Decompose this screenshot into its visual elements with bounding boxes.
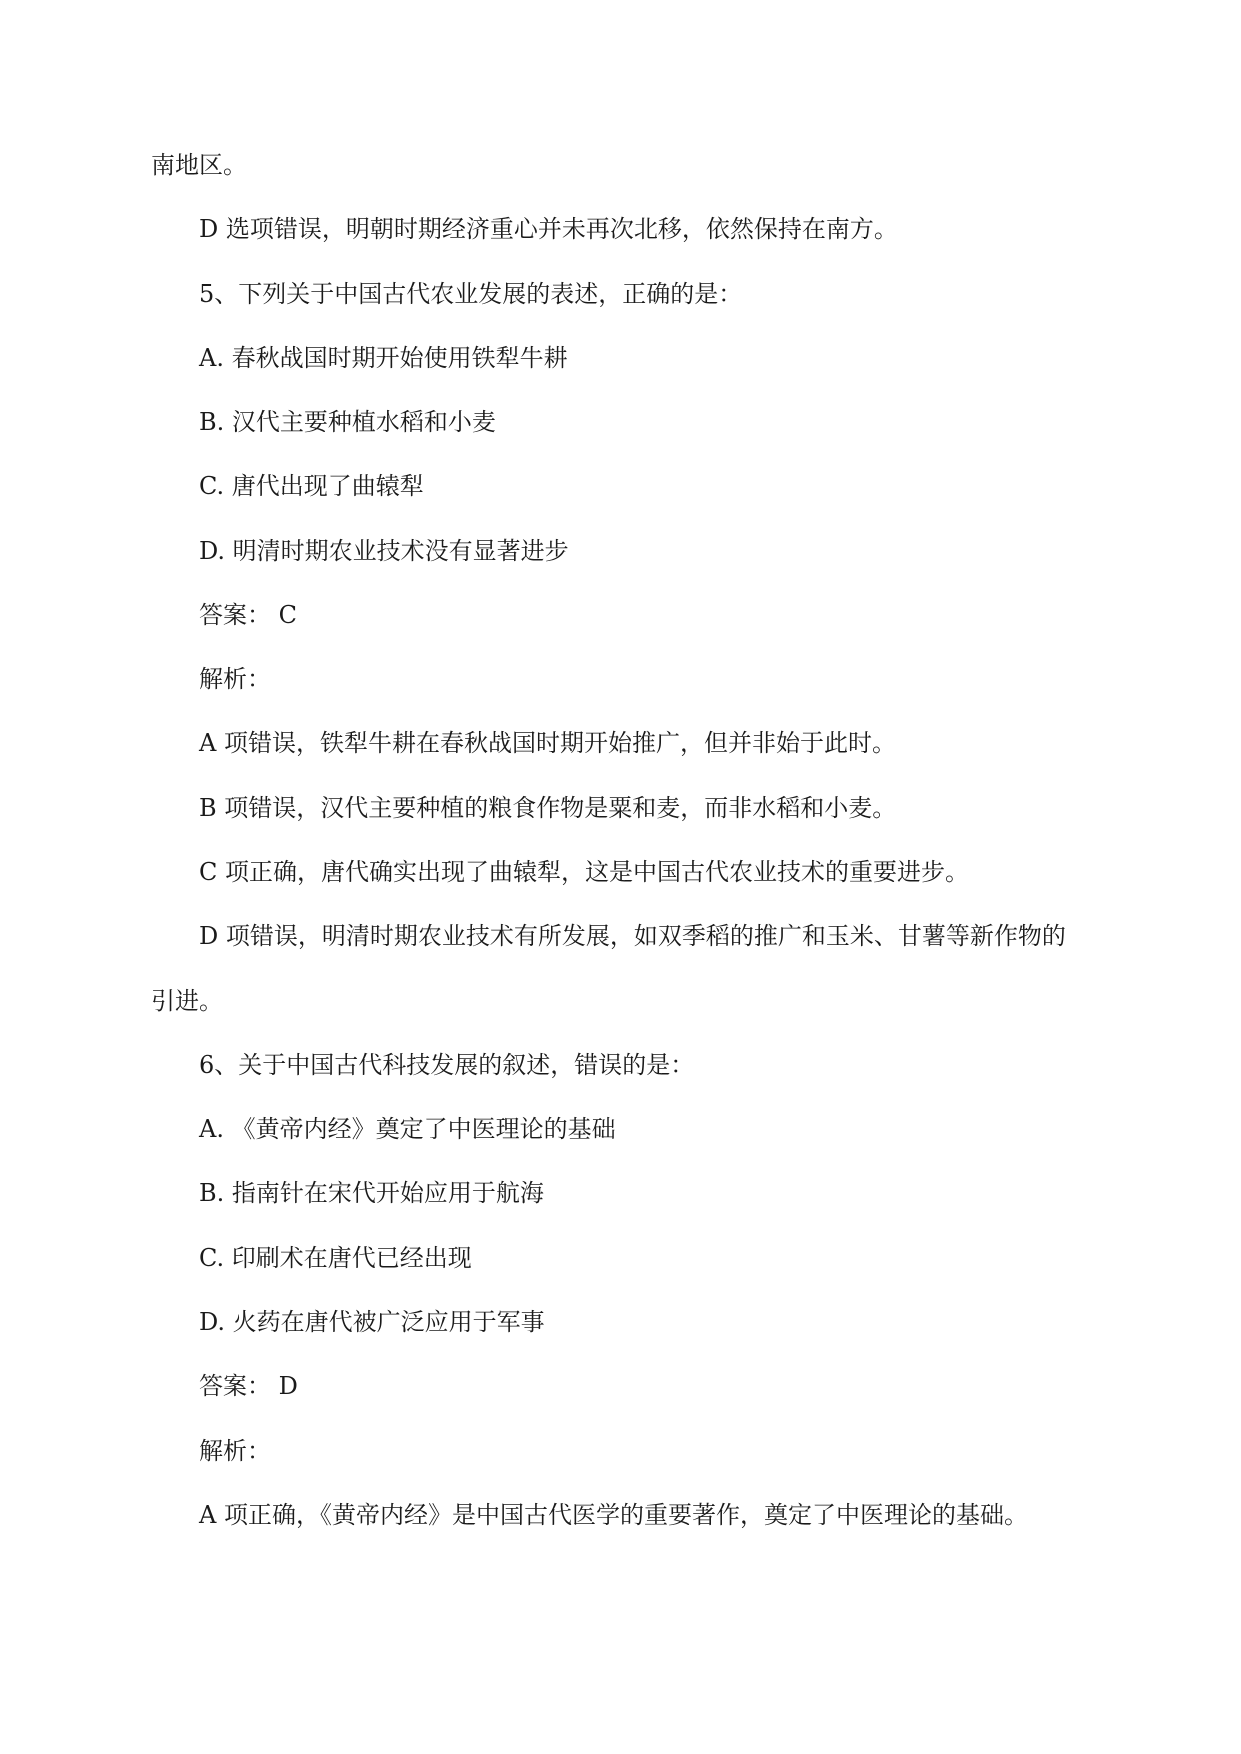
question-6-option-c: C. 印刷术在唐代已经出现 [199, 1244, 472, 1272]
question-5-analysis-b: B 项错误，汉代主要种植的粮食作物是粟和麦，而非水稻和小麦。 [199, 794, 897, 822]
question-5-analysis-d: D 项错误，明清时期农业技术有所发展，如双季稻的推广和玉米、甘薯等新作物的 [199, 922, 1066, 950]
question-6-analysis-heading: 解析： [199, 1437, 271, 1465]
question-5-stem: 5、下列关于中国古代农业发展的表述，正确的是： [199, 280, 743, 308]
question-5-option-a: A. 春秋战国时期开始使用铁犁牛耕 [199, 344, 568, 372]
question-6-answer: 答案： D [199, 1372, 298, 1400]
analysis-option-d: D 选项错误，明朝时期经济重心并未再次北移，依然保持在南方。 [199, 215, 898, 243]
question-6-option-a: A. 《黄帝内经》奠定了中医理论的基础 [199, 1115, 616, 1143]
question-6-stem: 6、关于中国古代科技发展的叙述，错误的是： [199, 1051, 695, 1079]
question-5-option-b: B. 汉代主要种植水稻和小麦 [199, 408, 496, 436]
question-6-option-d: D. 火药在唐代被广泛应用于军事 [199, 1308, 545, 1336]
question-5-analysis-heading: 解析： [199, 665, 271, 693]
paragraph-continuation: 南地区。 [151, 151, 247, 179]
question-5-analysis-c: C 项正确，唐代确实出现了曲辕犁，这是中国古代农业技术的重要进步。 [199, 858, 969, 886]
question-5-option-d: D. 明清时期农业技术没有显著进步 [199, 537, 569, 565]
question-5-answer: 答案： C [199, 601, 297, 629]
question-6-option-b: B. 指南针在宋代开始应用于航海 [199, 1179, 544, 1207]
question-6-analysis-a: A 项正确，《黄帝内经》是中国古代医学的重要著作，奠定了中医理论的基础。 [199, 1501, 1028, 1529]
question-5-analysis-a: A 项错误，铁犁牛耕在春秋战国时期开始推广，但并非始于此时。 [199, 729, 896, 757]
question-5-analysis-d-continued: 引进。 [151, 987, 223, 1015]
question-5-option-c: C. 唐代出现了曲辕犁 [199, 472, 424, 500]
